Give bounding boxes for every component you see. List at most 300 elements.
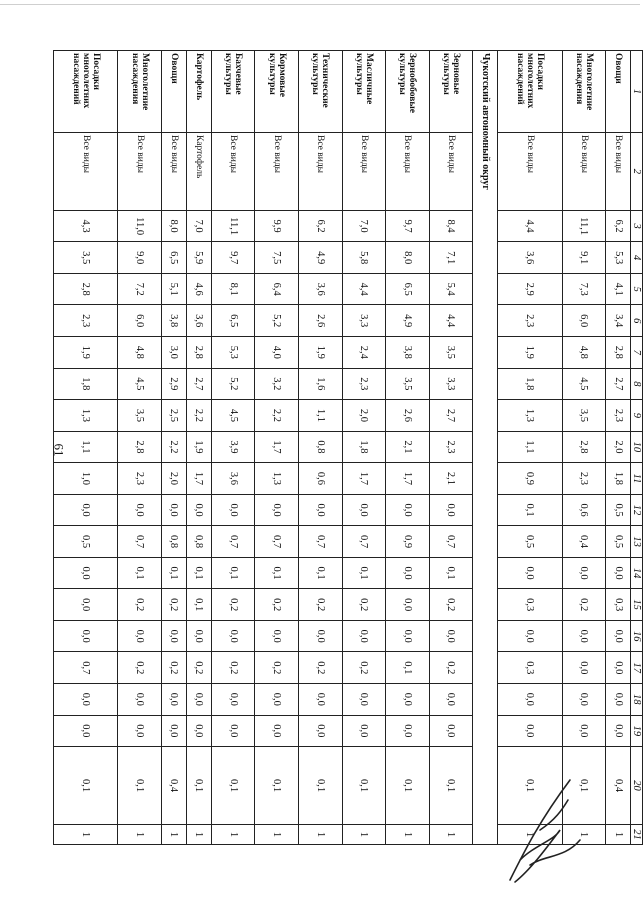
header-cell: 17	[631, 652, 643, 684]
table-cell: 0,2	[118, 589, 162, 621]
header-cell: 2	[631, 133, 643, 211]
table-cell: 0,0	[162, 684, 187, 716]
table-cell: 0,0	[118, 684, 162, 716]
table-cell: 0,2	[429, 652, 473, 684]
table-cell: 4,4	[498, 210, 562, 242]
table-cell: 0,4	[562, 526, 606, 558]
table-cell: 6,0	[562, 305, 606, 337]
table-cell: 0,0	[342, 494, 386, 526]
table-cell: 0,0	[498, 684, 562, 716]
table-cell: 4,9	[298, 242, 342, 274]
table-cell: 2,3	[429, 431, 473, 463]
table-cell: 0,5	[606, 526, 631, 558]
table-cell: 0,1	[186, 557, 211, 589]
table-cell: Все виды	[562, 133, 606, 211]
table-cell: 5,3	[606, 242, 631, 274]
table-cell: 0,9	[498, 463, 562, 495]
table-cell: 0,0	[386, 557, 430, 589]
header-cell: 9	[631, 400, 643, 432]
table-cell: 0,0	[562, 557, 606, 589]
table-cell: 2,0	[342, 400, 386, 432]
table-cell: 1,1	[498, 431, 562, 463]
signature	[500, 770, 590, 890]
table-cell: 3,8	[386, 337, 430, 369]
table-cell: 0,0	[186, 684, 211, 716]
table-cell: 3,2	[255, 368, 299, 400]
header-cell: 8	[631, 368, 643, 400]
table-cell: 0,0	[186, 494, 211, 526]
table-cell: 6,4	[255, 273, 299, 305]
table-cell: 3,3	[429, 368, 473, 400]
table-cell: 0,0	[118, 715, 162, 747]
table-cell: 1	[298, 824, 342, 844]
table-cell: 1,1	[298, 400, 342, 432]
table-cell: 1,0	[54, 463, 118, 495]
table-cell: 0,8	[186, 526, 211, 558]
table-cell: 0,2	[562, 589, 606, 621]
table-cell: 0,0	[211, 494, 255, 526]
table-cell: 0,0	[211, 620, 255, 652]
table-cell: 0,0	[606, 620, 631, 652]
table-cell: 1,7	[342, 463, 386, 495]
table-cell: 0,1	[186, 589, 211, 621]
table-cell: 0,2	[162, 652, 187, 684]
table-cell: Масличные культуры	[342, 51, 386, 133]
table-cell: 0,6	[298, 463, 342, 495]
table-cell: 0,0	[498, 557, 562, 589]
table-cell: 0,8	[298, 431, 342, 463]
table-cell: 2,7	[186, 368, 211, 400]
table-cell: 0,0	[298, 494, 342, 526]
table-cell: 7,5	[255, 242, 299, 274]
table-cell: 2,9	[498, 273, 562, 305]
table-cell: 0,2	[342, 652, 386, 684]
table-cell: 0,1	[255, 747, 299, 825]
table-cell: 3,6	[211, 463, 255, 495]
table-cell: 0,2	[211, 589, 255, 621]
table-cell: 2,0	[162, 463, 187, 495]
table-cell: 4,3	[54, 210, 118, 242]
table-row	[342, 51, 386, 845]
table-cell: 1	[162, 824, 187, 844]
table-cell: 3,6	[186, 305, 211, 337]
header-cell: 20	[631, 747, 643, 825]
table-cell: 0,1	[429, 747, 473, 825]
table-cell: 0,0	[298, 715, 342, 747]
table-cell: 0,0	[606, 715, 631, 747]
table-cell: 1	[606, 824, 631, 844]
table-cell: 0,0	[429, 620, 473, 652]
table-cell: 6,0	[118, 305, 162, 337]
table-cell: 1,7	[186, 463, 211, 495]
table-cell: Все виды	[298, 133, 342, 211]
table-cell: 0,0	[211, 715, 255, 747]
table-cell: 2,5	[162, 400, 187, 432]
table-cell: 0,1	[498, 747, 562, 825]
table-cell: 1,8	[498, 368, 562, 400]
table-cell: 1,8	[54, 368, 118, 400]
table-cell: 2,1	[429, 463, 473, 495]
table-cell: 2,7	[429, 400, 473, 432]
table-cell: 11,1	[211, 210, 255, 242]
table-row	[255, 51, 299, 845]
table-cell: 2,6	[386, 400, 430, 432]
header-cell: 13	[631, 526, 643, 558]
table-cell: 0,3	[606, 589, 631, 621]
table-cell: 0,0	[162, 620, 187, 652]
table-cell: 0,2	[162, 589, 187, 621]
header-cell: 21	[631, 824, 643, 844]
table-cell: 2,3	[498, 305, 562, 337]
table-cell: 0,0	[54, 620, 118, 652]
table-row	[118, 51, 162, 845]
region-row	[473, 51, 498, 845]
table-cell: 2,8	[606, 337, 631, 369]
table-cell: 1	[118, 824, 162, 844]
table-cell: 8,1	[211, 273, 255, 305]
table-cell: 0,0	[498, 620, 562, 652]
table-cell: 0,0	[298, 620, 342, 652]
table-cell: 1,3	[498, 400, 562, 432]
table-cell: 1	[54, 824, 118, 844]
table-cell: 0,1	[498, 494, 562, 526]
table-cell: 5,2	[211, 368, 255, 400]
table-cell: 0,0	[255, 494, 299, 526]
table-cell: 9,1	[562, 242, 606, 274]
table-cell: 2,9	[162, 368, 187, 400]
table-cell: 0,0	[162, 715, 187, 747]
table-cell: 1	[386, 824, 430, 844]
table-cell: Все виды	[255, 133, 299, 211]
table-cell: 0,0	[606, 684, 631, 716]
table-row	[498, 51, 562, 845]
table-cell: Все виды	[54, 133, 118, 211]
table-cell: 1	[255, 824, 299, 844]
table-cell: 0,1	[118, 557, 162, 589]
table-cell: 2,6	[298, 305, 342, 337]
table-cell: 0,9	[386, 526, 430, 558]
table-row	[298, 51, 342, 845]
header-cell: 7	[631, 337, 643, 369]
table-cell: 3,6	[298, 273, 342, 305]
table-cell: 1,9	[54, 337, 118, 369]
header-row	[631, 51, 643, 845]
table-cell: 5,9	[186, 242, 211, 274]
table-cell: 0,0	[429, 715, 473, 747]
table-cell: 4,8	[118, 337, 162, 369]
header-cell: 14	[631, 557, 643, 589]
table-cell: 0,0	[342, 684, 386, 716]
table-cell: 2,3	[562, 463, 606, 495]
table-cell: 0,2	[342, 589, 386, 621]
table-cell: 2,8	[54, 273, 118, 305]
table-cell: 6,2	[298, 210, 342, 242]
table-cell: 0,6	[562, 494, 606, 526]
table-cell: 0,2	[186, 652, 211, 684]
table-row	[186, 51, 211, 845]
table-cell: 5,3	[211, 337, 255, 369]
table-cell: 0,1	[211, 747, 255, 825]
header-cell: 12	[631, 494, 643, 526]
table-cell: 2,7	[606, 368, 631, 400]
table-cell: Многолетние насаждения	[562, 51, 606, 133]
header-cell: 10	[631, 431, 643, 463]
table-cell: 0,0	[386, 620, 430, 652]
table-cell: 1	[562, 824, 606, 844]
table-cell: 6,2	[606, 210, 631, 242]
table-cell: 6,5	[162, 242, 187, 274]
table-cell: 2,3	[342, 368, 386, 400]
table-cell: 4,8	[562, 337, 606, 369]
table-cell: 0,2	[298, 589, 342, 621]
table-cell: 9,7	[386, 210, 430, 242]
table-cell: 4,4	[429, 305, 473, 337]
table-cell: 7,1	[429, 242, 473, 274]
table-cell: 5,2	[255, 305, 299, 337]
table-cell: Все виды	[342, 133, 386, 211]
table-cell: 3,8	[162, 305, 187, 337]
table-cell: 6,5	[211, 305, 255, 337]
table-cell: 0,1	[54, 747, 118, 825]
rotated-table-container	[53, 50, 643, 845]
data-table	[53, 50, 643, 845]
table-cell: 0,0	[162, 494, 187, 526]
table-cell: 2,3	[54, 305, 118, 337]
table-cell: 2,1	[386, 431, 430, 463]
table-cell: 0,0	[118, 494, 162, 526]
table-cell: Овощи	[162, 51, 187, 133]
table-row	[54, 51, 118, 845]
table-cell: 0,0	[298, 684, 342, 716]
header-cell: 6	[631, 305, 643, 337]
table-cell: 0,5	[498, 526, 562, 558]
table-cell: 8,0	[162, 210, 187, 242]
table-cell: 0,0	[54, 557, 118, 589]
table-cell: 2,2	[186, 400, 211, 432]
table-cell: 0,7	[342, 526, 386, 558]
table-cell: 1	[342, 824, 386, 844]
table-row	[606, 51, 631, 845]
table-cell: 3,5	[429, 337, 473, 369]
table-cell: 0,0	[54, 684, 118, 716]
table-cell: 0,0	[606, 652, 631, 684]
table-cell: 1,8	[606, 463, 631, 495]
table-cell: Овощи	[606, 51, 631, 133]
table-cell: 5,1	[162, 273, 187, 305]
table-cell: 1,9	[186, 431, 211, 463]
table-cell: 4,1	[606, 273, 631, 305]
table-cell: Зерновые культуры	[429, 51, 473, 133]
table-cell: 3,3	[342, 305, 386, 337]
table-cell: 7,3	[562, 273, 606, 305]
table-cell: Многолетние насаждения	[118, 51, 162, 133]
table-cell: 1,9	[298, 337, 342, 369]
table-cell: 1,6	[298, 368, 342, 400]
table-cell: 9,0	[118, 242, 162, 274]
table-cell: 0,2	[429, 589, 473, 621]
table-cell: 0,0	[386, 715, 430, 747]
table-cell: 3,5	[54, 242, 118, 274]
table-cell: 4,9	[386, 305, 430, 337]
table-cell: 0,1	[429, 557, 473, 589]
table-row	[386, 51, 430, 845]
table-cell: 5,4	[429, 273, 473, 305]
table-cell: Все виды	[118, 133, 162, 211]
table-cell: 0,1	[118, 747, 162, 825]
table-cell: 0,1	[186, 747, 211, 825]
table-cell: 0,0	[386, 494, 430, 526]
table-cell: 0,7	[211, 526, 255, 558]
table-cell: 0,1	[562, 747, 606, 825]
table-cell: 2,2	[162, 431, 187, 463]
table-cell: 0,0	[342, 620, 386, 652]
table-cell: 0,0	[342, 715, 386, 747]
table-cell: 0,1	[342, 557, 386, 589]
table-cell: 6,5	[386, 273, 430, 305]
table-cell: 0,0	[606, 557, 631, 589]
table-cell: 4,0	[255, 337, 299, 369]
table-cell: 0,0	[186, 715, 211, 747]
table-row	[562, 51, 606, 845]
table-cell: 7,0	[186, 210, 211, 242]
table-cell: 0,7	[118, 526, 162, 558]
table-cell: 2,8	[118, 431, 162, 463]
table-cell: 2,3	[118, 463, 162, 495]
table-cell: 1,7	[386, 463, 430, 495]
table-cell: Все виды	[211, 133, 255, 211]
header-cell: 16	[631, 620, 643, 652]
table-cell: 1,8	[342, 431, 386, 463]
table-cell: 0,0	[498, 715, 562, 747]
table-cell: 0,5	[606, 494, 631, 526]
table-cell: 7,0	[342, 210, 386, 242]
table-cell: Посадки многолетних насаждений	[54, 51, 118, 133]
table-cell: 0,0	[118, 620, 162, 652]
table-cell: 0,4	[162, 747, 187, 825]
table-cell: 0,0	[386, 589, 430, 621]
table-cell: 0,2	[298, 652, 342, 684]
table-cell: 0,0	[54, 589, 118, 621]
table-cell: 0,1	[298, 557, 342, 589]
table-cell: 4,5	[562, 368, 606, 400]
header-cell: 18	[631, 684, 643, 716]
header-cell: 11	[631, 463, 643, 495]
header-cell: 4	[631, 242, 643, 274]
table-cell: 0,0	[386, 684, 430, 716]
table-cell: 1	[498, 824, 562, 844]
table-cell: 0,5	[54, 526, 118, 558]
table-cell: 3,5	[118, 400, 162, 432]
table-cell: 0,7	[255, 526, 299, 558]
table-cell: Технические культуры	[298, 51, 342, 133]
table-cell: 0,7	[429, 526, 473, 558]
table-cell: 0,3	[498, 652, 562, 684]
table-cell: 1,3	[255, 463, 299, 495]
table-cell: 0,2	[118, 652, 162, 684]
table-cell: 0,8	[162, 526, 187, 558]
table-cell: 2,0	[606, 431, 631, 463]
table-cell: 0,0	[255, 620, 299, 652]
table-cell: 0,0	[211, 684, 255, 716]
table-cell: 0,0	[562, 715, 606, 747]
table-cell: 9,7	[211, 242, 255, 274]
table-cell: 3,5	[562, 400, 606, 432]
table-cell: 0,0	[429, 494, 473, 526]
header-cell: 19	[631, 715, 643, 747]
table-cell: 2,3	[606, 400, 631, 432]
table-cell: 0,4	[606, 747, 631, 825]
table-cell: 0,1	[255, 557, 299, 589]
table-cell: Кормовые культуры	[255, 51, 299, 133]
table-cell: 4,6	[186, 273, 211, 305]
table-cell: 2,2	[255, 400, 299, 432]
table-cell: 1	[211, 824, 255, 844]
table-cell: 3,6	[498, 242, 562, 274]
table-cell: 3,9	[211, 431, 255, 463]
table-cell: 0,7	[298, 526, 342, 558]
table-cell: 1	[429, 824, 473, 844]
table-cell: 0,0	[255, 715, 299, 747]
table-cell: 2,8	[562, 431, 606, 463]
table-cell: 2,8	[186, 337, 211, 369]
table-cell: 1	[186, 824, 211, 844]
region-label: Чукотский автономный округ	[473, 51, 498, 845]
table-cell: Все виды	[386, 133, 430, 211]
table-cell: 0,1	[386, 747, 430, 825]
table-cell: 0,0	[562, 652, 606, 684]
table-cell: 3,5	[386, 368, 430, 400]
table-cell: 0,7	[54, 652, 118, 684]
table-cell: 1,7	[255, 431, 299, 463]
table-cell: 3,4	[606, 305, 631, 337]
table-cell: 0,0	[429, 684, 473, 716]
table-cell: 0,0	[562, 620, 606, 652]
table-cell: 7,2	[118, 273, 162, 305]
table-cell: 0,1	[298, 747, 342, 825]
table-cell: 0,2	[211, 652, 255, 684]
table-body	[54, 51, 631, 845]
table-cell: 3,0	[162, 337, 187, 369]
table-cell: 0,1	[386, 652, 430, 684]
table-cell: Все виды	[498, 133, 562, 211]
table-cell: 0,1	[162, 557, 187, 589]
header-cell: 3	[631, 210, 643, 242]
table-row	[429, 51, 473, 845]
table-cell: Картофель	[186, 133, 211, 211]
table-cell: 0,0	[562, 684, 606, 716]
table-cell: 1,3	[54, 400, 118, 432]
table-cell: 0,0	[186, 620, 211, 652]
table-cell: 0,2	[255, 652, 299, 684]
table-cell: 4,5	[211, 400, 255, 432]
table-cell: Все виды	[606, 133, 631, 211]
page-number: 61	[51, 443, 67, 457]
table-cell: 1,9	[498, 337, 562, 369]
table-cell: 0,2	[255, 589, 299, 621]
table-cell: 11,1	[562, 210, 606, 242]
table-cell: 0,0	[54, 494, 118, 526]
table-cell: Бахчевые культуры	[211, 51, 255, 133]
table-cell: 0,0	[54, 715, 118, 747]
table-cell: 8,4	[429, 210, 473, 242]
table-cell: 0,3	[498, 589, 562, 621]
table-cell: 2,4	[342, 337, 386, 369]
header-cell: 5	[631, 273, 643, 305]
page-top-border	[0, 4, 640, 5]
table-cell: Картофель	[186, 51, 211, 133]
table-cell: 0,1	[211, 557, 255, 589]
table-cell: 4,5	[118, 368, 162, 400]
